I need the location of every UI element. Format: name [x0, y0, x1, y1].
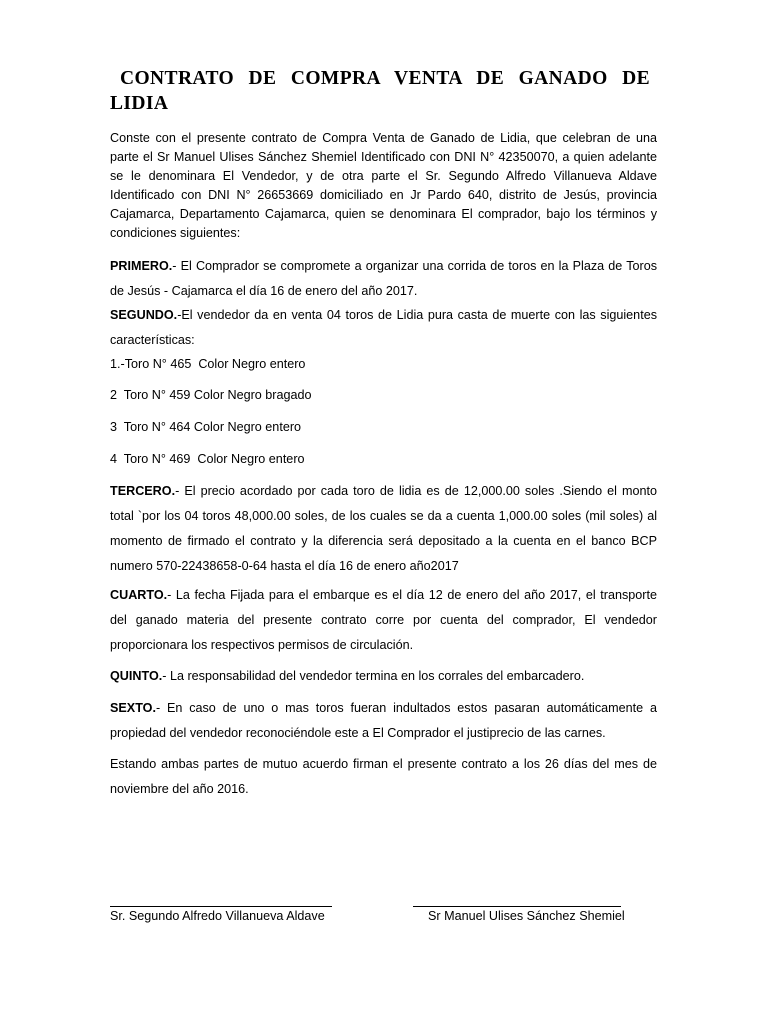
clause-label: QUINTO.	[110, 669, 163, 683]
clause-label: SEXTO.	[110, 701, 156, 715]
clause-label: TERCERO.	[110, 484, 176, 498]
clause-sexto	[110, 696, 657, 746]
signature-name-seller: Sr Manuel Ulises Sánchez Shemiel	[428, 909, 625, 923]
clause-quinto	[110, 664, 657, 689]
clause-label: CUARTO.	[110, 588, 168, 602]
clause-cuarto	[110, 583, 657, 658]
clause-text: - El Comprador se compromete a organizar una corrida de toros en la Plaza de Toros de Jesús - Cajamarca el día 16 de enero del año 2017.	[110, 259, 657, 298]
intro-paragraph: Conste con el presente contrato de Compra Venta de Ganado de Lidia, que celebran de una parte el Sr Manuel Ulises Sánchez Shemiel Identificado con DNI N° 42350070, a quien adelante se le denominara El Vendedor, y de otra parte el Sr. Segundo Alfredo Villanueva Aldave Identificado con DNI N° 26653669 domiciliado en Jr Pardo 640, distrito de Jesús, provincia Cajamarca, Departamento Cajamarca, quien se denominara El comprador, bajo los términos y condiciones siguientes:	[110, 131, 657, 240]
clause-text: - La responsabilidad del vendedor termina en los corrales del embarcadero.	[162, 669, 585, 683]
clause-label: PRIMERO.	[110, 259, 173, 273]
clause-segundo	[110, 303, 657, 353]
clause-text: - En caso de uno o mas toros fueran indultados estos pasaran automáticamente a propiedad del vendedor reconociéndole este a El Comprador el justiprecio de las carnes.	[110, 701, 657, 740]
bull-item: 3 Toro N° 464 Color Negro entero	[110, 420, 302, 434]
closing-paragraph: Estando ambas partes de mutuo acuerdo firman el presente contrato a los 26 días del mes de noviembre del año 2016.	[110, 757, 657, 796]
clause-primero	[110, 254, 657, 304]
clause-label: SEGUNDO.	[110, 308, 178, 322]
bull-item: 1.-Toro N° 465 Color Negro entero	[110, 357, 306, 371]
clause-text: -El vendedor da en venta 04 toros de Lidia pura casta de muerte con las siguientes características:	[110, 308, 657, 347]
bull-item: 4 Toro N° 469 Color Negro entero	[110, 452, 305, 466]
clause-tercero	[110, 479, 657, 579]
clause-text: - El precio acordado por cada toro de lidia es de 12,000.00 soles .Siendo el monto total `por los 04 toros 48,000.00 soles, de los cuales se da a cuenta 1,000.00 soles (mil soles) al momento de firmado el contrato y la diferencia será depositado a la cuenta en el banco BCP numero 570-22438658-0-64 hasta el día 16 de enero año2017	[110, 484, 657, 573]
bull-item: 2 Toro N° 459 Color Negro bragado	[110, 388, 312, 402]
clause-text: - La fecha Fijada para el embarque es el día 12 de enero del año 2017, el transporte del ganado materia del presente contrato corre por cuenta del comprador, El vendedor proporcionara los respectivos permisos de circulación.	[110, 588, 657, 652]
signature-name-buyer: Sr. Segundo Alfredo Villanueva Aldave	[110, 909, 325, 923]
contract-title: CONTRATO DE COMPRA VENTA DE GANADO DE LIDIA	[110, 68, 650, 114]
